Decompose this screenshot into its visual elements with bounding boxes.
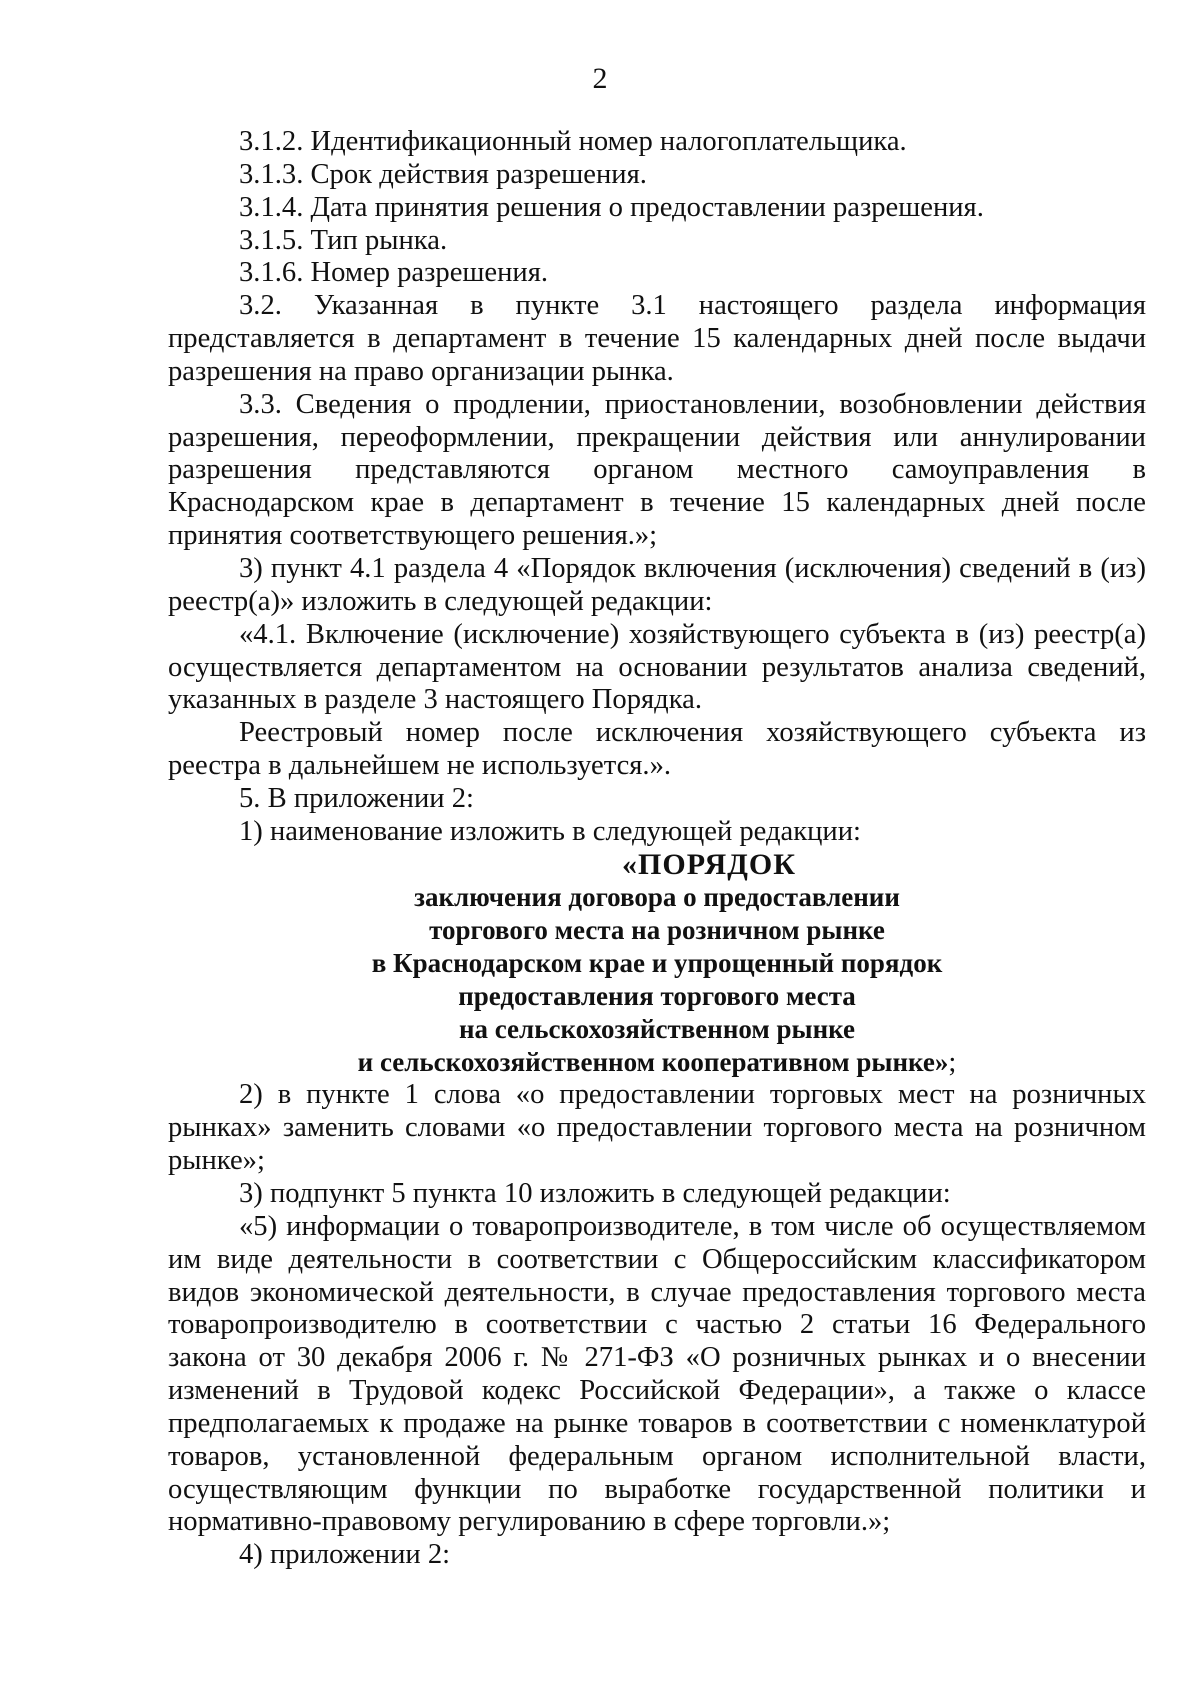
- paragraph: «5) информации о товаропроизводителе, в том числе об осуществляемом им виде деятельности в соответствии с Общероссийским классификатором видов экономической деятельности, в случае предоставления торгового места товаропроизводителю в соответствии с частью 2 статьи 16 Федерального закона от 30 декабря 2006 г. № 271-ФЗ «О розничных рынках и о внесении изменений в Трудовой кодекс Российской Федерации», а также о классе предполагаемых к продаже на рынке товаров в соответствии с номенклатурой товаров, установленной федеральным органом исполнительной власти, осуществляющим функции по выработке государственной политики и нормативно-правовому регулированию в сфере торговли.»;: [168, 1210, 1146, 1538]
- paragraph: 2) в пункте 1 слова «о предоставлении торговых мест на розничных рынках» заменить словами «о предоставлении торгового места на розничном рынке»;: [168, 1079, 1146, 1177]
- order-title-last-line: [168, 1046, 1146, 1080]
- paragraph: 3.1.6. Номер разрешения.: [239, 257, 549, 289]
- order-title-semicolon: ;: [948, 1046, 957, 1078]
- paragraph: «4.1. Включение (исключение) хозяйствующего субъекта в (из) реестр(а) осуществляется департаментом на основании результатов анализа сведений, указанных в разделе 3 настоящего Порядка.: [168, 618, 1146, 716]
- order-title-line: на сельскохозяйственном рынке: [458, 1013, 856, 1044]
- paragraph: 3.1.5. Тип рынка.: [239, 224, 448, 256]
- paragraph: 5. В приложении 2:: [239, 782, 474, 814]
- paragraph: 3.1.2. Идентификационный номер налогоплательщика.: [239, 126, 907, 157]
- paragraph: 3.3. Сведения о продлении, приостановлении, возобновлении действия разрешения, переоформлении, прекращении действия или аннулировании разрешения представляются органом местного самоуправления в Краснодарском крае в департамент в течение 15 календарных дней после принятия соответствующего решения.»;: [168, 388, 1146, 552]
- paragraph: 3) пункт 4.1 раздела 4 «Порядок включения (исключения) сведений в (из) реестр(а)» изложить в следующей редакции:: [168, 552, 1146, 617]
- paragraph: 3.2. Указанная в пункте 3.1 настоящего раздела информация представляется в департамент в течение 15 календарных дней после выдачи разрешения на право организации рынка.: [168, 290, 1146, 387]
- order-title-main: «ПОРЯДОК: [622, 847, 796, 881]
- paragraph: 4) приложении 2:: [239, 1539, 451, 1571]
- order-title: [168, 849, 1146, 1080]
- order-title-line: торгового места на розничном рынке: [429, 915, 885, 946]
- paragraph: Реестровый номер после исключения хозяйствующего субъекта из реестра в дальнейшем не используется.».: [168, 717, 1146, 782]
- paragraph: 3.1.3. Срок действия разрешения.: [239, 158, 647, 190]
- document-body: [168, 126, 1146, 1572]
- order-title-line: в Краснодарском крае и упрощенный порядок: [371, 948, 943, 979]
- order-title-line: заключения договора о предоставлении: [414, 882, 900, 913]
- order-title-line: предоставления торгового места: [458, 980, 856, 1011]
- paragraph: 3) подпункт 5 пункта 10 изложить в следующей редакции:: [239, 1178, 951, 1209]
- paragraph: 3.1.4. Дата принятия решения о предоставлении разрешения.: [239, 191, 984, 223]
- paragraph: 1) наименование изложить в следующей редакции:: [239, 815, 861, 847]
- page-number: 2: [592, 62, 608, 95]
- order-title-last-text: и сельскохозяйственном кооперативном рынке»: [357, 1046, 949, 1077]
